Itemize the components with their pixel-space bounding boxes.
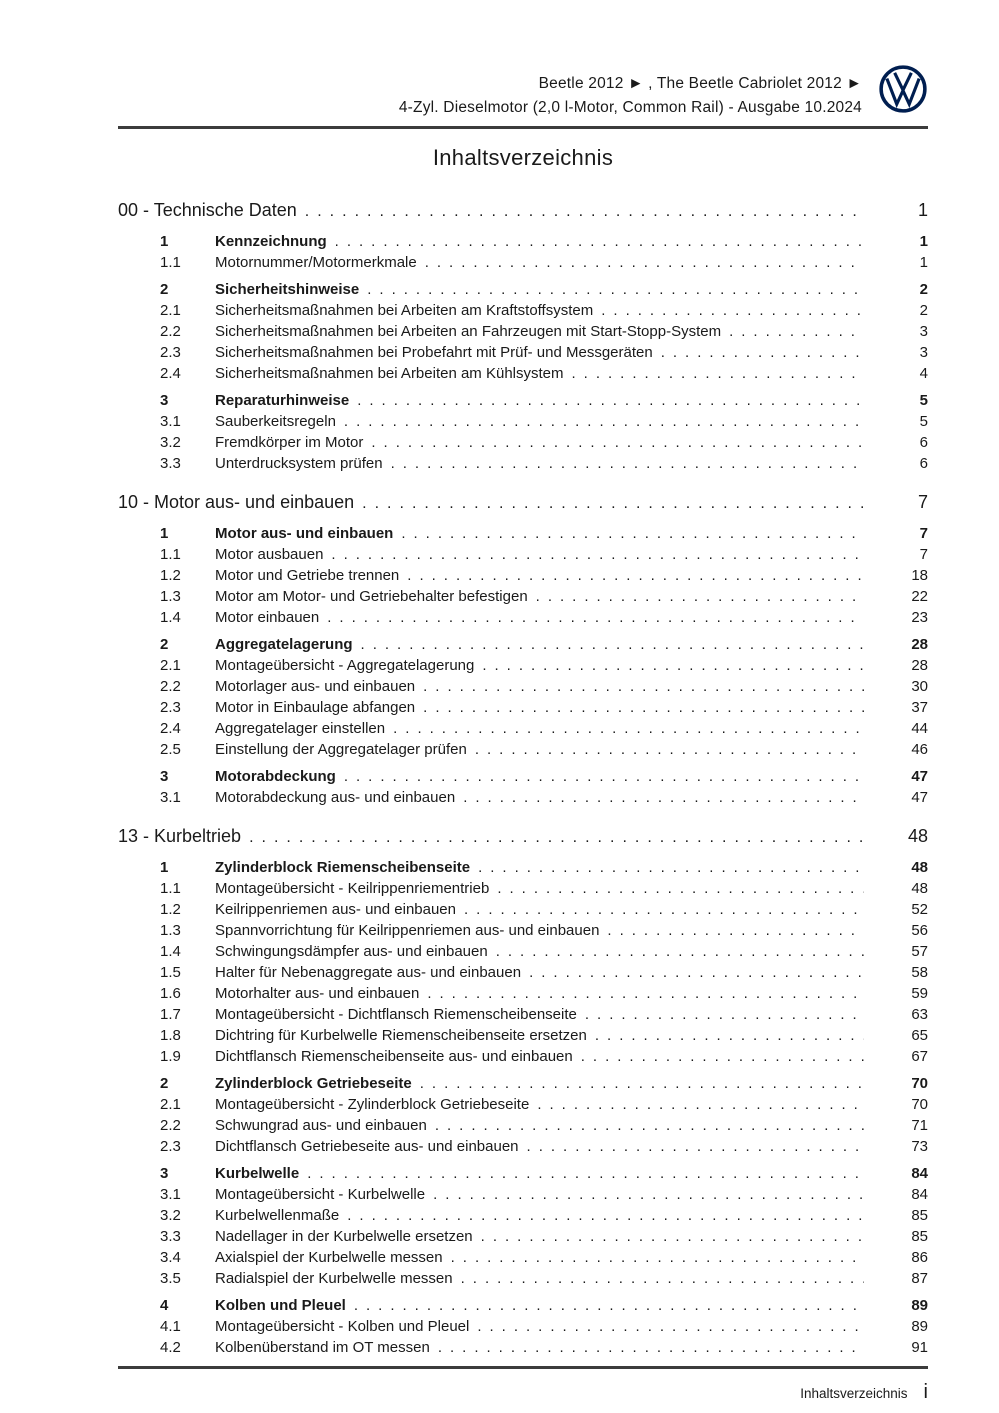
- dot-leader: [335, 231, 864, 252]
- dot-leader: [367, 279, 864, 300]
- entry-number: 1: [160, 525, 169, 542]
- toc-item-row: [118, 941, 928, 962]
- entry-number: 2.1: [160, 1096, 181, 1113]
- toc-item-row: [118, 676, 928, 697]
- entry-title: Motorlager aus- und einbauen: [215, 678, 416, 695]
- entry-page-number: 86: [911, 1249, 928, 1266]
- entry-number: 1.1: [160, 880, 181, 897]
- entry-page-number: 6: [919, 434, 928, 451]
- entry-page-number: 18: [911, 567, 928, 584]
- entry-number: 2.3: [160, 344, 181, 361]
- entry-page-number: 44: [911, 720, 928, 737]
- entry-page-number: 52: [911, 901, 928, 918]
- toc-item-row: [118, 1004, 928, 1025]
- toc-item-row: [118, 1337, 928, 1358]
- dot-leader: [497, 878, 864, 899]
- entry-number: 2.1: [160, 657, 181, 674]
- entry-title: Kolben und Pleuel: [215, 1297, 346, 1314]
- footer-rule: [118, 1366, 928, 1369]
- entry-title: Schwingungsdämpfer aus- und einbauen: [215, 943, 488, 960]
- dot-leader: [435, 1115, 864, 1136]
- entry-page-number: 70: [911, 1075, 928, 1092]
- toc-chapter-row: [118, 489, 928, 517]
- toc-item-row: [118, 586, 928, 607]
- entry-number: 2: [160, 281, 169, 298]
- entry-number: 1: [160, 233, 169, 250]
- entry-number: 2.3: [160, 699, 181, 716]
- entry-page-number: 4: [919, 365, 928, 382]
- dot-leader: [477, 1316, 864, 1337]
- dot-leader: [347, 1205, 864, 1226]
- entry-title: Motor am Motor- und Getriebehalter befestigen: [215, 588, 528, 605]
- entry-title: Montageübersicht - Kurbelwelle: [215, 1186, 426, 1203]
- entry-number: 2.5: [160, 741, 181, 758]
- entry-number: 3.1: [160, 1186, 181, 1203]
- dot-leader: [307, 1163, 864, 1184]
- toc-section-row: [118, 1073, 928, 1094]
- entry-page-number: 7: [919, 525, 928, 542]
- toc-chapter-row: [118, 823, 928, 851]
- toc-item-row: [118, 411, 928, 432]
- toc-item-row: [118, 565, 928, 586]
- entry-page-number: 3: [919, 344, 928, 361]
- entry-page-number: 47: [911, 768, 928, 785]
- entry-number: 2.2: [160, 1117, 181, 1134]
- entry-number: 1.8: [160, 1027, 181, 1044]
- toc-item-row: [118, 878, 928, 899]
- entry-number: 1: [160, 859, 169, 876]
- toc-section-row: [118, 634, 928, 655]
- toc-chapter: [118, 489, 928, 808]
- document-header: [118, 0, 928, 120]
- entry-title: Montageübersicht - Aggregatelagerung: [215, 657, 475, 674]
- toc-item-row: [118, 962, 928, 983]
- vw-logo-icon: [878, 64, 928, 114]
- entry-page-number: 30: [911, 678, 928, 695]
- footer-page-number: i: [923, 1381, 928, 1403]
- toc-item-row: [118, 697, 928, 718]
- dot-leader: [464, 899, 864, 920]
- entry-title: Zylinderblock Riemenscheibenseite: [215, 859, 471, 876]
- entry-title: Motorhalter aus- und einbauen: [215, 985, 420, 1002]
- dot-leader: [423, 697, 864, 718]
- entry-number: 3.3: [160, 455, 181, 472]
- entry-title: Aggregatelagerung: [215, 636, 353, 653]
- toc-item-row: [118, 1046, 928, 1067]
- entry-page-number: 1: [919, 254, 928, 271]
- entry-page-number: 5: [919, 413, 928, 430]
- toc-chapter-row: [118, 197, 928, 225]
- dot-leader: [527, 1136, 864, 1157]
- page-title: Inhaltsverzeichnis: [432, 145, 614, 170]
- dot-leader: [344, 766, 864, 787]
- toc-section-row: [118, 279, 928, 300]
- entry-title: Kennzeichnung: [215, 233, 327, 250]
- entry-page-number: 67: [911, 1048, 928, 1065]
- dot-leader: [478, 857, 864, 878]
- entry-number: 1.2: [160, 901, 181, 918]
- toc-item-row: [118, 983, 928, 1004]
- dot-leader: [438, 1337, 864, 1358]
- toc-item-row: [118, 1316, 928, 1337]
- chapter-title: 00 - Technische Daten: [118, 200, 297, 220]
- entry-title: Sicherheitsmaßnahmen bei Probefahrt mit Prüf- und Messgeräten: [215, 344, 653, 361]
- document-header-text: [399, 72, 862, 120]
- entry-title: Sauberkeitsregeln: [215, 413, 336, 430]
- entry-page-number: 57: [911, 943, 928, 960]
- entry-number: 3.3: [160, 1228, 181, 1245]
- toc-item-row: [118, 1025, 928, 1046]
- entry-page-number: 6: [919, 455, 928, 472]
- entry-number: 3: [160, 392, 169, 409]
- dot-leader: [362, 489, 864, 517]
- toc-item-row: [118, 363, 928, 384]
- entry-number: 4.2: [160, 1339, 181, 1356]
- toc-item-row: [118, 739, 928, 760]
- entry-page-number: 1: [919, 233, 928, 250]
- entry-number: 3.1: [160, 413, 181, 430]
- entry-page-number: 59: [911, 985, 928, 1002]
- toc-section-row: [118, 1163, 928, 1184]
- entry-title: Motor einbauen: [215, 609, 320, 626]
- entry-number: 3.2: [160, 1207, 181, 1224]
- toc-item-row: [118, 432, 928, 453]
- entry-title: Motor ausbauen: [215, 546, 324, 563]
- entry-title: Dichtflansch Getriebeseite aus- und einbauen: [215, 1138, 519, 1155]
- entry-number: 2.3: [160, 1138, 181, 1155]
- dot-leader: [371, 432, 864, 453]
- entry-page-number: 87: [911, 1270, 928, 1287]
- toc-section-row: [118, 231, 928, 252]
- entry-number: 1.3: [160, 588, 181, 605]
- dot-leader: [461, 1268, 864, 1289]
- toc-item-row: [118, 1268, 928, 1289]
- toc-item-row: [118, 920, 928, 941]
- dot-leader: [407, 565, 864, 586]
- entry-page-number: 56: [911, 922, 928, 939]
- dot-leader: [585, 1004, 864, 1025]
- entry-title: Montageübersicht - Kolben und Pleuel: [215, 1318, 470, 1335]
- entry-page-number: 5: [919, 392, 928, 409]
- dot-leader: [601, 300, 864, 321]
- entry-number: 3: [160, 1165, 169, 1182]
- chapter-title: 10 - Motor aus- und einbauen: [118, 492, 355, 512]
- entry-title: Motor aus- und einbauen: [215, 525, 394, 542]
- toc-item-row: [118, 1115, 928, 1136]
- entry-title: Motor in Einbaulage abfangen: [215, 699, 416, 716]
- entry-number: 1.4: [160, 609, 181, 626]
- dot-leader: [729, 321, 864, 342]
- dot-leader: [354, 1295, 864, 1316]
- entry-number: 3: [160, 768, 169, 785]
- entry-title: Kurbelwelle: [215, 1165, 300, 1182]
- entry-title: Keilrippenriemen aus- und einbauen: [215, 901, 456, 918]
- entry-title: Halter für Nebenaggregate aus- und einbauen: [215, 964, 522, 981]
- dot-leader: [481, 1226, 864, 1247]
- dot-leader: [433, 1184, 864, 1205]
- entry-number: 1.6: [160, 985, 181, 1002]
- entry-title: Sicherheitsmaßnahmen bei Arbeiten am Kühlsystem: [215, 365, 564, 382]
- entry-title: Spannvorrichtung für Keilrippenriemen aus- und einbauen: [215, 922, 600, 939]
- entry-title: Radialspiel der Kurbelwelle messen: [215, 1270, 453, 1287]
- toc-item-row: [118, 787, 928, 808]
- entry-page-number: 70: [911, 1096, 928, 1113]
- entry-page-number: 89: [911, 1297, 928, 1314]
- entry-number: 1.7: [160, 1006, 181, 1023]
- dot-leader: [425, 252, 864, 273]
- entry-title: Sicherheitshinweise: [215, 281, 360, 298]
- toc-item-row: [118, 453, 928, 474]
- toc-item-row: [118, 655, 928, 676]
- entry-number: 2: [160, 1075, 169, 1092]
- entry-page-number: 37: [911, 699, 928, 716]
- entry-title: Motorabdeckung aus- und einbauen: [215, 789, 456, 806]
- entry-number: 1.5: [160, 964, 181, 981]
- entry-page-number: 91: [911, 1339, 928, 1356]
- dot-leader: [327, 607, 864, 628]
- entry-page-number: 47: [911, 789, 928, 806]
- entry-title: Einstellung der Aggregatelager prüfen: [215, 741, 467, 758]
- entry-title: Motor und Getriebe trennen: [215, 567, 400, 584]
- chapter-page-number: 48: [907, 826, 928, 846]
- dot-leader: [463, 787, 864, 808]
- chapter-title: 13 - Kurbeltrieb: [118, 826, 242, 846]
- entry-number: 2.4: [160, 720, 181, 737]
- entry-number: 2.2: [160, 323, 181, 340]
- entry-page-number: 58: [911, 964, 928, 981]
- toc-item-row: [118, 342, 928, 363]
- entry-title: Axialspiel der Kurbelwelle messen: [215, 1249, 443, 1266]
- header-rule: [118, 126, 928, 129]
- dot-leader: [331, 544, 864, 565]
- toc-item-row: [118, 1247, 928, 1268]
- entry-page-number: 3: [919, 323, 928, 340]
- toc-item-row: [118, 718, 928, 739]
- toc-item-row: [118, 1136, 928, 1157]
- footer: [118, 1381, 928, 1404]
- entry-page-number: 85: [911, 1207, 928, 1224]
- entry-page-number: 7: [919, 546, 928, 563]
- footer-section-label: Inhaltsverzeichnis: [800, 1386, 908, 1401]
- dot-leader: [529, 962, 864, 983]
- entry-page-number: 46: [911, 741, 928, 758]
- dot-leader: [451, 1247, 864, 1268]
- entry-title: Schwungrad aus- und einbauen: [215, 1117, 427, 1134]
- toc-section-row: [118, 766, 928, 787]
- chapter-page-number: 7: [917, 492, 928, 512]
- entry-title: Kurbelwellenmaße: [215, 1207, 340, 1224]
- table-of-contents: [118, 197, 928, 1358]
- entry-title: Montageübersicht - Zylinderblock Getriebeseite: [215, 1096, 530, 1113]
- entry-title: Unterdrucksystem prüfen: [215, 455, 383, 472]
- entry-title: Motornummer/Motormerkmale: [215, 254, 417, 271]
- toc-item-row: [118, 321, 928, 342]
- entry-page-number: 73: [911, 1138, 928, 1155]
- header-engine-line: 4-Zyl. Dieselmotor (2,0 l-Motor, Common Rail) - Ausgabe 10.2024: [398, 99, 862, 116]
- manual-toc-page: [118, 0, 928, 1404]
- toc-item-row: [118, 300, 928, 321]
- entry-number: 2.1: [160, 302, 181, 319]
- entry-page-number: 84: [911, 1186, 928, 1203]
- dot-leader: [661, 342, 864, 363]
- entry-page-number: 84: [911, 1165, 928, 1182]
- entry-page-number: 22: [911, 588, 928, 605]
- dot-leader: [344, 411, 864, 432]
- dot-leader: [393, 718, 864, 739]
- entry-title: Zylinderblock Getriebeseite: [215, 1075, 412, 1092]
- entry-page-number: 89: [911, 1318, 928, 1335]
- toc-item-row: [118, 607, 928, 628]
- dot-leader: [496, 941, 864, 962]
- toc-item-row: [118, 1184, 928, 1205]
- entry-page-number: 28: [911, 657, 928, 674]
- entry-title: Montageübersicht - Keilrippenriementrieb: [215, 880, 490, 897]
- toc-item-row: [118, 899, 928, 920]
- toc-item-row: [118, 1094, 928, 1115]
- entry-title: Sicherheitsmaßnahmen bei Arbeiten an Fahrzeugen mit Start-Stopp-System: [215, 323, 722, 340]
- entry-number: 1.1: [160, 254, 181, 271]
- entry-page-number: 71: [911, 1117, 928, 1134]
- dot-leader: [361, 634, 864, 655]
- toc-section-row: [118, 857, 928, 878]
- dot-leader: [536, 586, 864, 607]
- toc-section-row: [118, 523, 928, 544]
- toc-item-row: [118, 544, 928, 565]
- dot-leader: [401, 523, 864, 544]
- entry-number: 1.1: [160, 546, 181, 563]
- entry-number: 4.1: [160, 1318, 181, 1335]
- entry-title: Kolbenüberstand im OT messen: [215, 1339, 430, 1356]
- entry-number: 2.4: [160, 365, 181, 382]
- dot-leader: [482, 655, 864, 676]
- entry-title: Motorabdeckung: [215, 768, 336, 785]
- entry-page-number: 2: [919, 281, 928, 298]
- header-model-line: Beetle 2012 ► , The Beetle Cabriolet 2012 ►: [538, 75, 862, 92]
- toc-item-row: [118, 1205, 928, 1226]
- dot-leader: [595, 1025, 864, 1046]
- toc-chapter: [118, 197, 928, 474]
- entry-number: 3.2: [160, 434, 181, 451]
- entry-page-number: 85: [911, 1228, 928, 1245]
- toc-item-row: [118, 1226, 928, 1247]
- entry-title: Fremdkörper im Motor: [215, 434, 364, 451]
- dot-leader: [391, 453, 864, 474]
- entry-title: Reparaturhinweise: [215, 392, 350, 409]
- entry-page-number: 48: [911, 859, 928, 876]
- entry-page-number: 23: [911, 609, 928, 626]
- entry-number: 3.5: [160, 1270, 181, 1287]
- dot-leader: [475, 739, 864, 760]
- entry-number: 4: [160, 1297, 169, 1314]
- toc-chapter: [118, 823, 928, 1358]
- chapter-page-number: 1: [917, 200, 928, 220]
- toc-section-row: [118, 390, 928, 411]
- entry-number: 3.1: [160, 789, 181, 806]
- dot-leader: [427, 983, 864, 1004]
- entry-number: 2: [160, 636, 169, 653]
- entry-title: Nadellager in der Kurbelwelle ersetzen: [215, 1228, 473, 1245]
- entry-number: 1.4: [160, 943, 181, 960]
- entry-title: Montageübersicht - Dichtflansch Riemenscheibenseite: [215, 1006, 577, 1023]
- entry-title: Aggregatelager einstellen: [215, 720, 386, 737]
- entry-number: 1.3: [160, 922, 181, 939]
- entry-page-number: 28: [911, 636, 928, 653]
- entry-number: 2.2: [160, 678, 181, 695]
- dot-leader: [607, 920, 864, 941]
- entry-page-number: 63: [911, 1006, 928, 1023]
- dot-leader: [572, 363, 864, 384]
- entry-page-number: 65: [911, 1027, 928, 1044]
- entry-number: 1.2: [160, 567, 181, 584]
- entry-number: 1.9: [160, 1048, 181, 1065]
- entry-title: Dichtflansch Riemenscheibenseite aus- und einbauen: [215, 1048, 573, 1065]
- toc-item-row: [118, 252, 928, 273]
- toc-section-row: [118, 1295, 928, 1316]
- dot-leader: [305, 197, 864, 225]
- entry-title: Sicherheitsmaßnahmen bei Arbeiten am Kraftstoffsystem: [215, 302, 594, 319]
- dot-leader: [423, 676, 864, 697]
- entry-number: 3.4: [160, 1249, 181, 1266]
- entry-title: Dichtring für Kurbelwelle Riemenscheibenseite ersetzen: [215, 1027, 587, 1044]
- dot-leader: [357, 390, 864, 411]
- dot-leader: [537, 1094, 864, 1115]
- entry-page-number: 2: [919, 302, 928, 319]
- dot-leader: [420, 1073, 864, 1094]
- dot-leader: [581, 1046, 864, 1067]
- dot-leader: [249, 823, 864, 851]
- entry-page-number: 48: [911, 880, 928, 897]
